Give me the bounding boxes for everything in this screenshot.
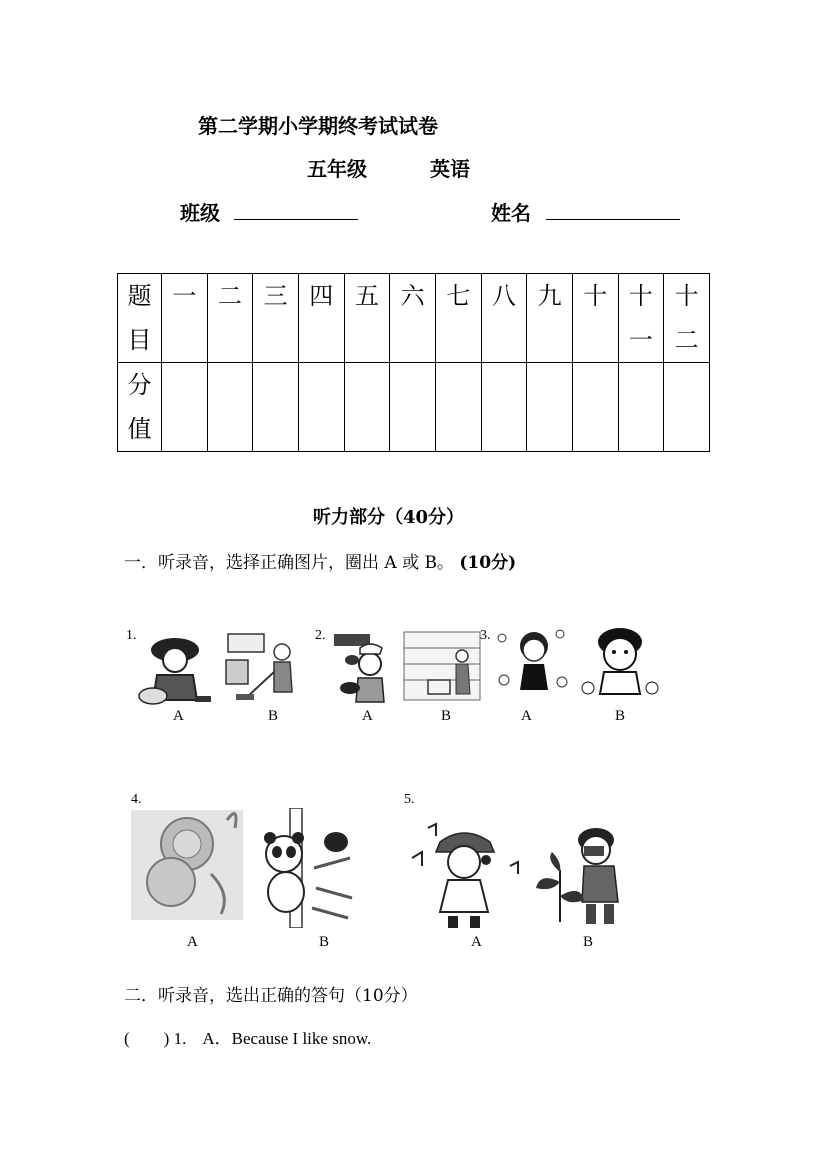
item-2-picture-a[interactable] (330, 632, 400, 704)
item-5-picture-b[interactable] (532, 822, 638, 926)
col-3: 三 (253, 274, 299, 363)
name-blank[interactable] (546, 219, 680, 220)
grade-label: 五年级 (307, 157, 367, 181)
score-cell[interactable] (527, 363, 573, 452)
section2-instruction: 二．听录音，选出正确的答句（10分） (124, 986, 418, 1006)
item-1-label-b: B (268, 708, 279, 724)
subject-label: 英语 (430, 157, 470, 181)
row-header-score: 分 值 (118, 363, 162, 452)
item-2-label-b: B (441, 708, 452, 724)
item-1-number: 1. (126, 628, 137, 643)
score-cell[interactable] (207, 363, 253, 452)
score-row (118, 363, 710, 452)
col-12: 十 二 (664, 274, 710, 363)
col-1: 一 (162, 274, 208, 363)
item-2-picture-b[interactable] (402, 630, 482, 702)
col-10: 十 (572, 274, 618, 363)
score-cell[interactable] (253, 363, 299, 452)
score-cell[interactable] (298, 363, 344, 452)
col-7: 七 (435, 274, 481, 363)
score-cell[interactable] (481, 363, 527, 452)
item-3-label-a: A (521, 708, 532, 724)
score-cell[interactable] (572, 363, 618, 452)
item-3-picture-b[interactable] (576, 624, 662, 696)
item-3-number: 3. (480, 628, 491, 643)
col-2: 二 (207, 274, 253, 363)
item-4-picture-b[interactable] (254, 808, 358, 928)
score-table (117, 273, 710, 452)
listening-heading: 听力部分（40分） (313, 507, 465, 528)
item-3-picture-a[interactable] (492, 624, 570, 696)
col-11: 十 一 (618, 274, 664, 363)
page-title: 第二学期小学期终考试试卷 (198, 114, 438, 138)
item-3-label-b: B (615, 708, 626, 724)
item-1-label-a: A (173, 708, 184, 724)
score-cell[interactable] (390, 363, 436, 452)
item-2-label-a: A (362, 708, 373, 724)
score-cell[interactable] (435, 363, 481, 452)
name-label: 姓名 (491, 201, 531, 225)
item-5-label-b: B (583, 934, 594, 950)
col-8: 八 (481, 274, 527, 363)
item-5-picture-a[interactable] (404, 822, 522, 930)
item-2-number: 2. (315, 628, 326, 643)
score-cell[interactable] (618, 363, 664, 452)
col-4: 四 (298, 274, 344, 363)
score-cell[interactable] (664, 363, 710, 452)
section2-item-1: ( ) 1. A．Because I like snow. (124, 1029, 372, 1048)
score-cell[interactable] (344, 363, 390, 452)
col-6: 六 (390, 274, 436, 363)
col-5: 五 (344, 274, 390, 363)
col-9: 九 (527, 274, 573, 363)
item-4-label-a: A (187, 934, 198, 950)
item-4-number: 4. (131, 792, 142, 807)
score-cell[interactable] (162, 363, 208, 452)
item-5-label-a: A (471, 934, 482, 950)
item-4-label-b: B (319, 934, 330, 950)
row-header-question: 题 目 (118, 274, 162, 363)
item-1-picture-b[interactable] (220, 632, 312, 704)
question-row (118, 274, 710, 363)
item-1-picture-a[interactable] (135, 630, 217, 708)
item-5-number: 5. (404, 792, 415, 807)
class-blank[interactable] (234, 219, 358, 220)
section1-instruction: 一．听录音，选择正确图片，圈出 A 或 B。 (10分) (124, 553, 517, 573)
class-label: 班级 (180, 201, 220, 225)
item-4-picture-a[interactable] (131, 804, 243, 920)
